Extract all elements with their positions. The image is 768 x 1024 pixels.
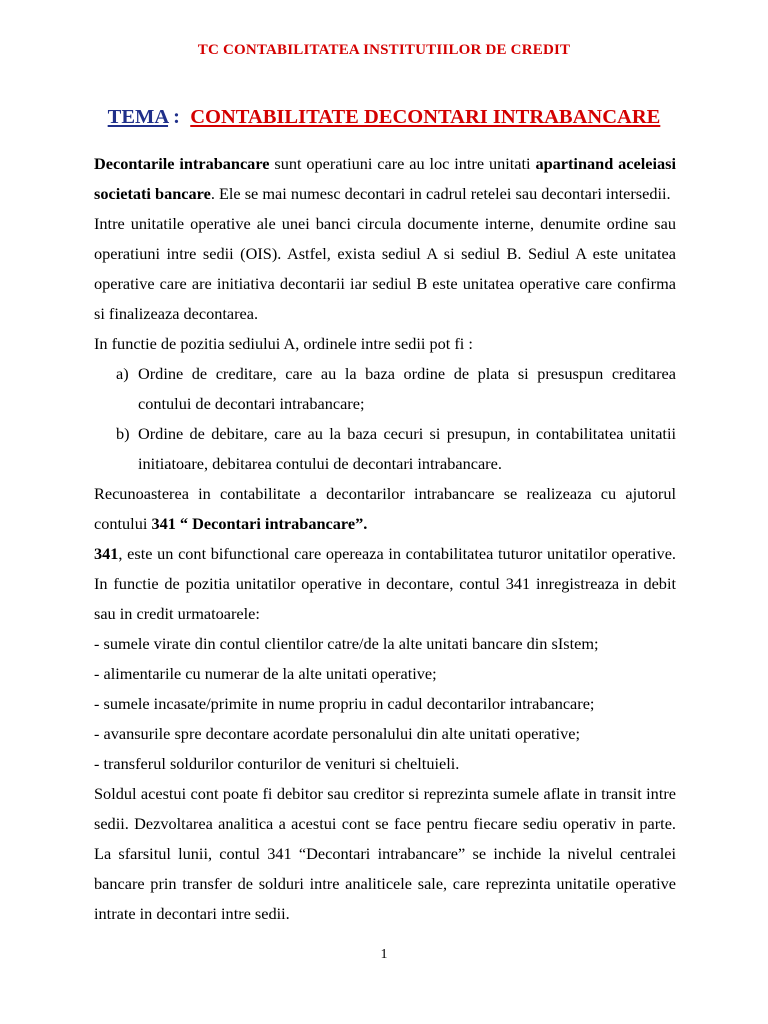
paragraph-text: sunt operatiuni care au loc intre unitati	[269, 154, 536, 173]
dash-item: - alimentarile cu numerar de la alte unitati operative;	[94, 664, 437, 683]
document-header-title: TC CONTABILITATEA INSTITUTIILOR DE CREDIT	[197, 42, 571, 58]
page-number: 1	[380, 947, 388, 962]
document-body	[94, 149, 676, 929]
list-item-text: Ordine de creditare, care au la baza ordine de plata si presuspun creditarea contului de decontari intrabancare;	[138, 364, 676, 413]
paragraph-account-341	[94, 539, 676, 629]
bold-term: Decontarile intrabancare	[94, 154, 270, 173]
paragraph-text: . Ele se mai numesc decontari in cadrul retelei sau decontari intersedii.	[210, 184, 671, 203]
topic-subject: CONTABILITATE DECONTARI INTRABANCARE	[190, 106, 661, 128]
dash-item: - transferul soldurilor conturilor de venituri si cheltuieli.	[94, 754, 460, 773]
topic-colon: :	[173, 106, 180, 128]
dash-item: - sumele virate din contul clientilor catre/de la alte unitati bancare din sIstem;	[94, 634, 599, 653]
bold-term: apartinand aceleiasi societati bancare	[94, 154, 676, 203]
topic-heading	[0, 106, 768, 129]
dash-item: - sumele incasate/primite in nume propriu in cadul decontarilor intrabancare;	[94, 694, 595, 713]
topic-label: TEMA	[107, 106, 169, 128]
list-item	[94, 359, 676, 419]
bold-term: 341 “ Decontari intrabancare”.	[151, 514, 368, 533]
paragraph-text: Recunoasterea in contabilitate a decontarilor intrabancare se realizeaza cu ajutorul contului	[94, 484, 676, 533]
list-marker: b)	[116, 424, 130, 443]
list-item-text: Ordine de debitare, care au la baza cecuri si presupun, in contabilitatea unitatii initiatoare, debitarea contului de decontari intrabancare.	[138, 424, 676, 473]
paragraph-recognition	[94, 479, 676, 539]
paragraph-balance: Soldul acestui cont poate fi debitor sau creditor si reprezinta sumele aflate in transit intre sedii. Dezvoltarea analitica a acestui cont se face pentru fiecare sediu operativ in parte. La sfarsitul lunii, contul 341 “Decontari intrabancare” se inchide la nivelul centralei bancare prin transfer de solduri intre analiticele sale, care reprezinta unitatile operative intrate in decontari intre sedii.	[94, 784, 676, 923]
order-types-list	[94, 359, 676, 479]
list-marker: a)	[116, 364, 129, 383]
paragraph-definition	[94, 149, 676, 209]
paragraph-text: , este un cont bifunctional care opereaza in contabilitatea tuturor unitatilor operative. In functie de pozitia unitatilor operative in decontare, contul 341 inregistreaza in debit sau in credit urmatoarele:	[94, 544, 676, 623]
dash-item: - avansurile spre decontare acordate personalului din alte unitati operative;	[94, 724, 580, 743]
paragraph-ois: Intre unitatile operative ale unei banci circula documente interne, denumite ordine sau operatiuni intre sedii (OIS). Astfel, exista sediul A si sediul B. Sediul A este unitatea operative care are initiativa decontarii iar sediul B este unitatea operative care confirma si finalizeaza decontarea.	[94, 214, 676, 323]
bold-term: 341	[94, 544, 119, 563]
list-item	[94, 419, 676, 479]
paragraph-order-types-intro: In functie de pozitia sediului A, ordinele intre sedii pot fi :	[94, 334, 473, 353]
